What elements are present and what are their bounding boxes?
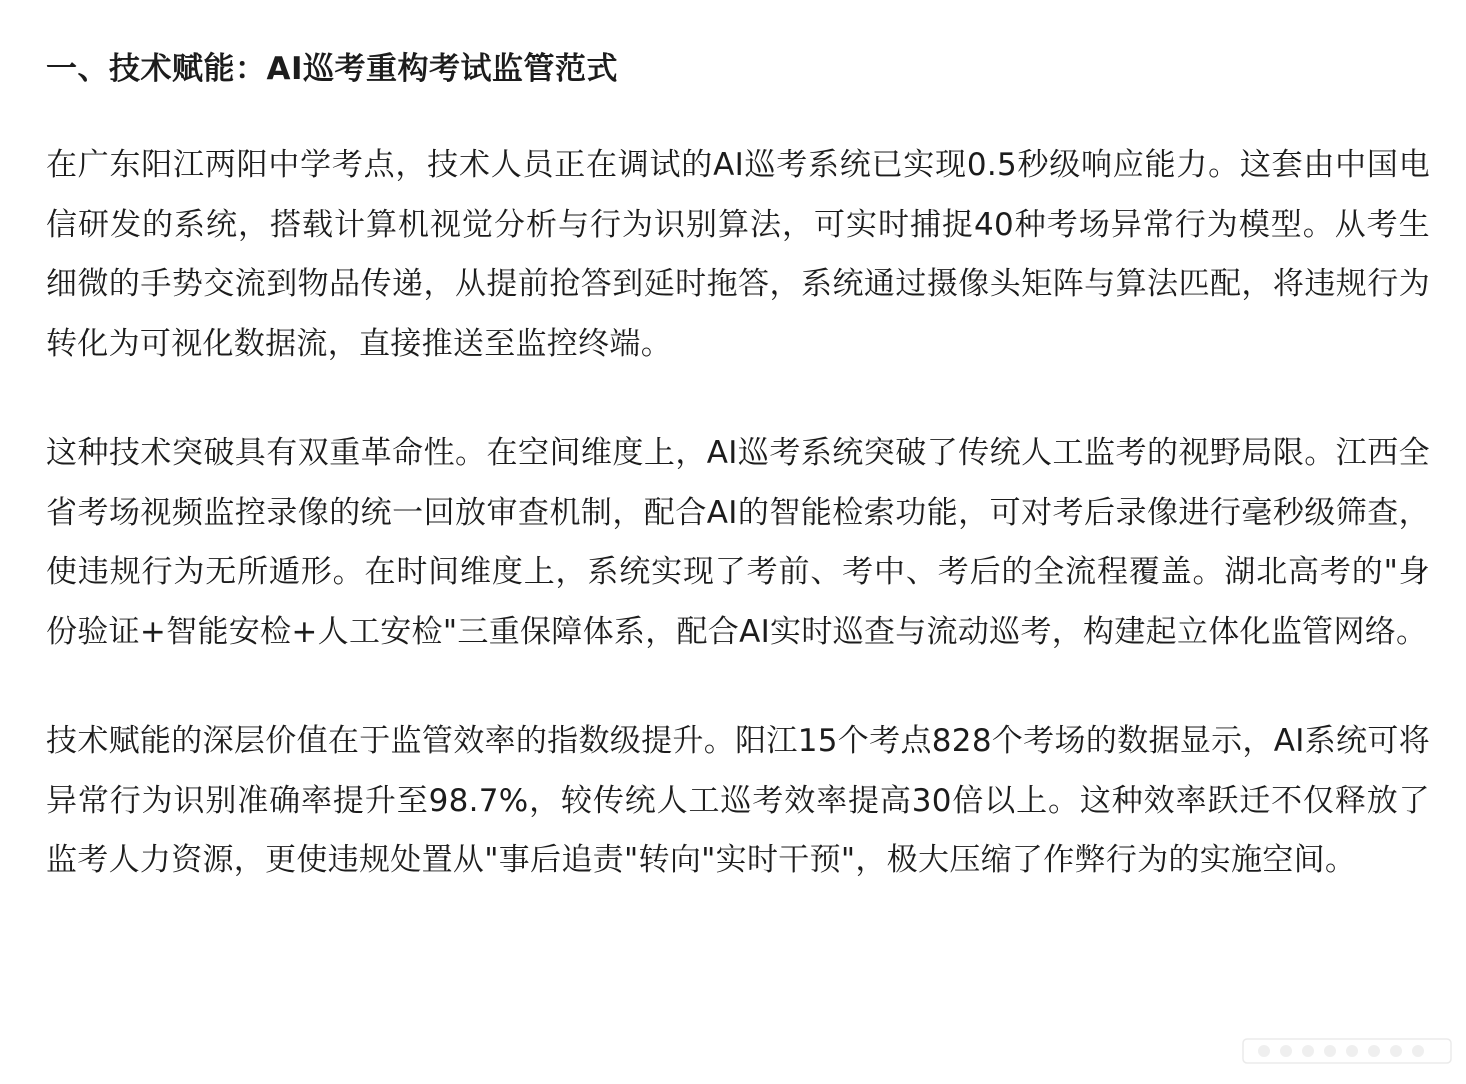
watermark-graphic xyxy=(1242,1036,1452,1066)
article-body xyxy=(46,44,1430,941)
paragraph-2: 这种技术突破具有双重革命性。在空间维度上，AI巡考系统突破了传统人工监考的视野局限。江西全省考场视频监控录像的统一回放审查机制，配合AI的智能检索功能，可对考后录像进行毫秒级筛查，使违规行为无所遁形。在时间维度上，系统实现了考前、考中、考后的全流程覆盖。湖北高考的"身份验证+智能安检+人工安检"三重保障体系，配合AI实时巡查与流动巡考，构建起立体化监管网络。 xyxy=(46,435,1430,650)
paragraph-1: 在广东阳江两阳中学考点，技术人员正在调试的AI巡考系统已实现0.5秒级响应能力。这套由中国电信研发的系统，搭载计算机视觉分析与行为识别算法，可实时捕捉40种考场异常行为模型。从考生细微的手势交流到物品传递，从提前抢答到延时拖答，系统通过摄像头矩阵与算法匹配，将违规行为转化为可视化数据流，直接推送至监控终端。 xyxy=(46,147,1430,362)
section-heading: 一、技术赋能：AI巡考重构考试监管范式 xyxy=(46,51,619,87)
paragraph-3: 技术赋能的深层价值在于监管效率的指数级提升。阳江15个考点828个考场的数据显示，AI系统可将异常行为识别准确率提升至98.7%，较传统人工巡考效率提高30倍以上。这种效率跃迁不仅释放了监考人力资源，更使违规处置从"事后追责"转向"实时干预"，极大压缩了作弊行为的实施空间。 xyxy=(46,723,1430,878)
